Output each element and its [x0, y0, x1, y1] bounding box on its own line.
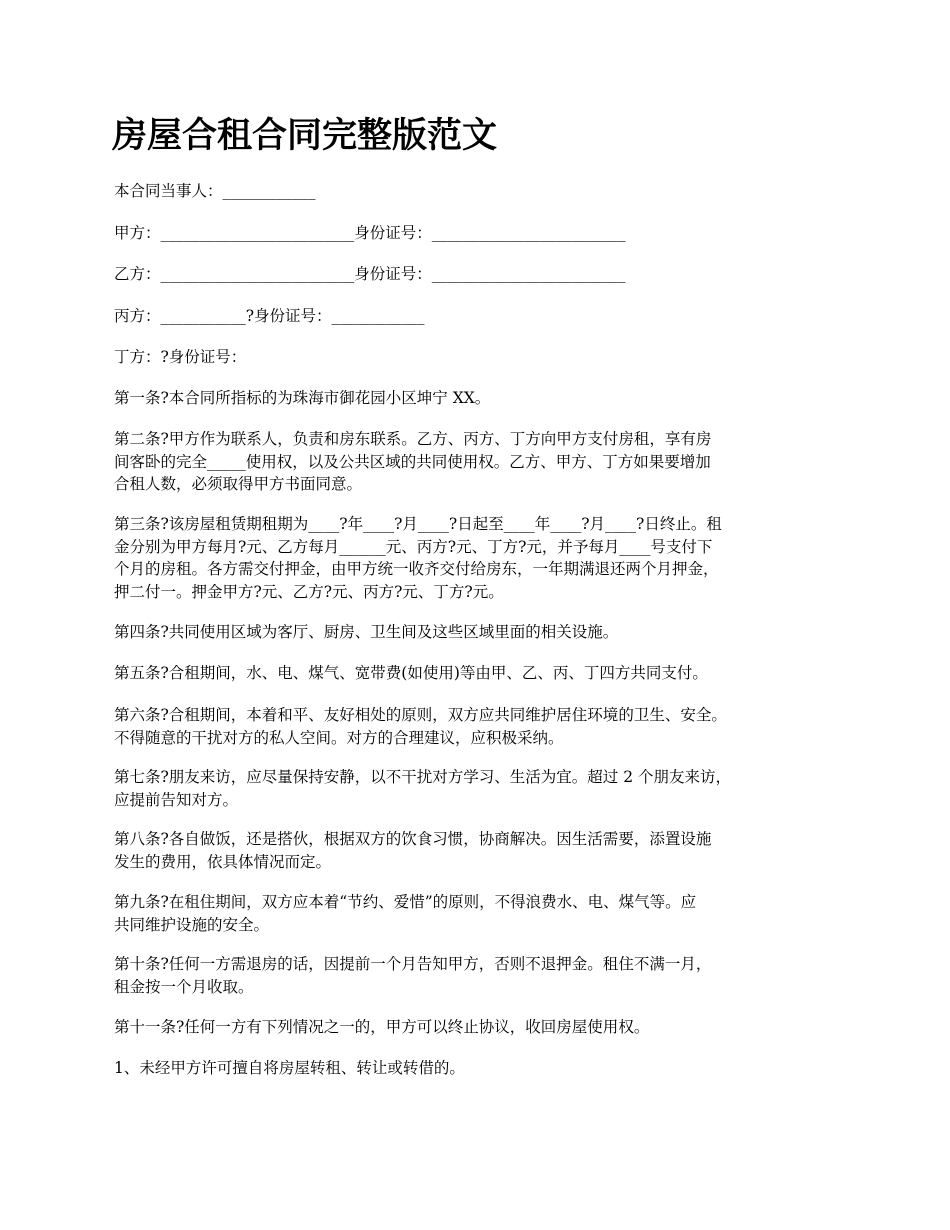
- paragraph-article-5: [114, 662, 840, 685]
- text-line: 甲方：_________________________身份证号：_________________________: [114, 224, 626, 242]
- paragraph-party-b: [114, 263, 840, 286]
- paragraph-article-8: [114, 828, 840, 873]
- text-line: 租金按一个月收取。: [114, 977, 254, 996]
- text-line: 第十一条?任何一方有下列情况之一的，甲方可以终止协议，收回房屋使用权。: [114, 1018, 650, 1036]
- paragraph-parties: [114, 180, 840, 203]
- text-line: 押二付一。押金甲方?元、乙方?元、丙方?元、丁方?元。: [114, 583, 504, 602]
- text-line: 第三条?该房屋租赁期租期为____?年____?月____?日起至____年____?月____?日终止。租: [114, 515, 722, 533]
- text-line: 1、未经甲方许可擅自将房屋转租、转让或转借的。: [114, 1059, 465, 1077]
- text-line: 第六条?合租期间，本着和平、友好相处的原则，双方应共同维护居住环境的卫生、安全。: [114, 706, 727, 724]
- paragraph-clause-1: [114, 1057, 840, 1080]
- paragraph-article-4: [114, 621, 840, 644]
- paragraph-article-7: [114, 766, 840, 811]
- paragraph-party-d: [114, 346, 840, 369]
- paragraph-article-2: [114, 428, 840, 496]
- text-line: 第五条?合租期间，水、电、煤气、宽带费(如使用)等由甲、乙、丙、丁四方共同支付。: [114, 664, 708, 682]
- text-line: 间客卧的完全_____使用权，以及公共区域的共同使用权。乙方、甲方、丁方如果要增加: [114, 452, 711, 471]
- text-line: 合租人数，必须取得甲方书面同意。: [114, 475, 363, 494]
- paragraph-article-11: [114, 1016, 840, 1039]
- text-line: 共同维护设施的安全。: [114, 915, 270, 934]
- text-line: 第七条?朋友来访，应尽量保持安静，以不干扰对方学习、生活为宜。超过 2 个朋友来访，: [114, 768, 732, 786]
- paragraph-party-c: [114, 305, 840, 328]
- text-line: 乙方：_________________________身份证号：_________________________: [114, 265, 626, 283]
- paragraph-article-1: [114, 387, 840, 410]
- text-line: 第九条?在租住期间，双方应本着“节约、爱惜”的原则，不得浪费水、电、煤气等。应: [114, 893, 697, 911]
- text-line: 第二条?甲方作为联系人，负责和房东联系。乙方、丙方、丁方向甲方支付房租，享有房: [114, 430, 712, 448]
- text-line: 不得随意的干扰对方的私人空间。对方的合理建议，应积极采纳。: [114, 728, 564, 747]
- text-line: 本合同当事人：____________: [114, 182, 316, 200]
- paragraph-article-6: [114, 704, 840, 749]
- text-line: 丙方：___________?身份证号：____________: [114, 307, 425, 325]
- paragraph-article-3: [114, 513, 840, 604]
- text-line: 丁方：?身份证号：: [114, 348, 247, 366]
- text-line: 第八条?各自做饭，还是搭伙，根据双方的饮食习惯，协商解决。因生活需要，添置设施: [114, 830, 712, 848]
- text-line: 第十条?任何一方需退房的话，因提前一个月告知甲方，否则不退押金。租住不满一月，: [114, 955, 712, 973]
- text-line: 金分别为甲方每月?元、乙方每月______元、丙方?元、丁方?元，并予每月____号支付下: [114, 537, 713, 556]
- text-line: 第四条?共同使用区域为客厅、厨房、卫生间及这些区域里面的相关设施。: [114, 623, 619, 641]
- document-title: 房屋合租合同完整版范文: [112, 116, 498, 156]
- text-line: 第一条?本合同所指标的为珠海市御花园小区坤宁 XX。: [114, 389, 491, 407]
- text-line: 应提前告知对方。: [114, 790, 239, 809]
- text-line: 个月的房租。各方需交付押金，由甲方统一收齐交付给房东，一年期满退还两个月押金，: [114, 560, 719, 579]
- paragraph-article-10: [114, 953, 840, 998]
- paragraph-party-a: [114, 222, 840, 245]
- paragraph-article-9: [114, 891, 840, 936]
- text-line: 发生的费用，依具体情况而定。: [114, 852, 332, 871]
